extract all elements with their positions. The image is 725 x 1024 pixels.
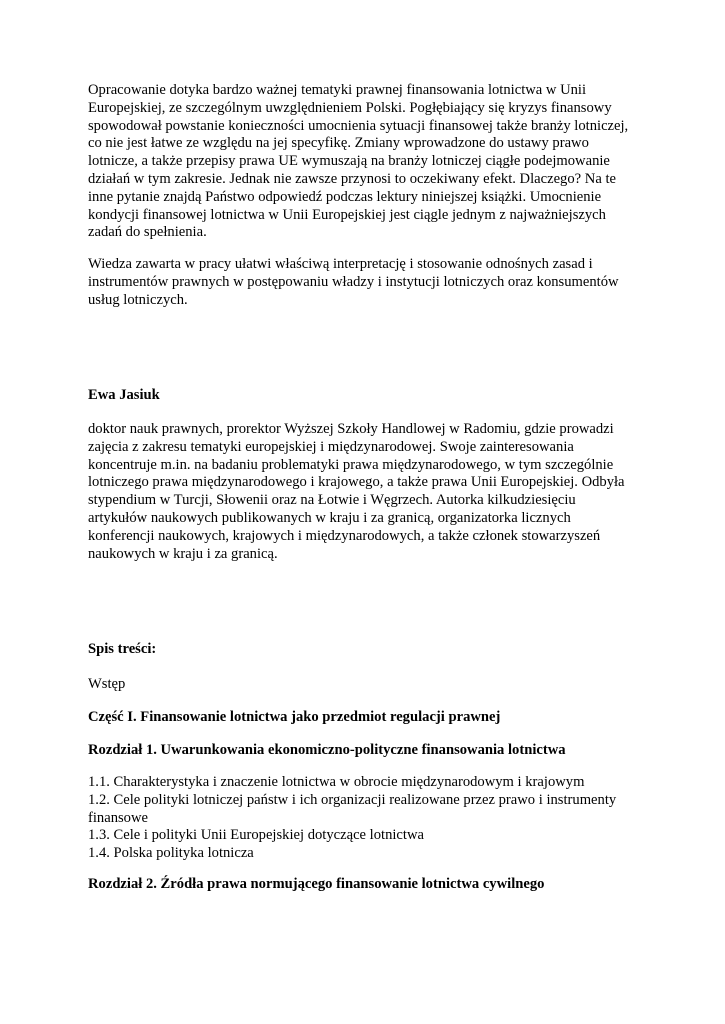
second-paragraph: Wiedza zawarta w pracy ułatwi właściwą interpretację i stosowanie odnośnych zasad i instrumentów prawnych w postępowaniu władzy i instytucji lotniczych oraz konsumentów usług lotniczych.	[88, 256, 619, 308]
toc-part-1: Część I. Finansowanie lotnictwa jako przedmiot regulacji prawnej	[88, 709, 501, 725]
author-name: Ewa Jasiuk	[88, 387, 160, 403]
toc-heading: Spis treści:	[88, 641, 157, 657]
intro-paragraph: Opracowanie dotyka bardzo ważnej tematyki prawnej finansowania lotnictwa w Unii Europejskiej, ze szczególnym uwzględnieniem Polski. Pogłębiający się kryzys finansowy spowodował powstanie konieczności umocnienia sytuacji finansowej także branży lotniczej, co nie jest łatwe ze względu na jej specyfikę. Zmiany wprowadzone do ustawy prawo lotnicze, a także przepisy prawa UE wymuszają na branży lotniczej ciągłe podejmowanie działań w tym zakresie. Jednak nie zawsze przynosi to oczekiwany efekt. Dlaczego? Na te inne pytanie znajdą Państwo odpowiedź podczas lektury niniejszej książki. Umocnienie kondycji finansowej lotnictwa w Unii Europejskiej jest ciągle jednym z najważniejszych zadań do spełnienia.	[88, 82, 629, 241]
toc-chapter-1-sections: 1.1. Charakterystyka i znaczenie lotnictwa w obrocie międzynarodowym i krajowym 1.2. Cele polityki lotniczej państw i ich organizacji realizowane przez prawo i instrumenty finansowe 1.3. Cele i polityki Unii Europejskiej dotyczące lotnictwa 1.4. Polska polityka lotnicza	[88, 774, 617, 862]
author-bio: doktor nauk prawnych, prorektor Wyższej Szkoły Handlowej w Radomiu, gdzie prowadzi zajęcia z zakresu tematyki europejskiej i międzynarodowej. Swoje zainteresowania koncentruje m.in. na badaniu problematyki prawa międzynarodowego, w tym szczególnie lotniczego prawa międzynarodowego i krajowego, a także prawa Unii Europejskiej. Odbyła stypendium w Turcji, Słowenii oraz na Łotwie i Węgrzech. Autorka kilkudziesięciu artykułów naukowych publikowanych w kraju i za granicą, organizatorka licznych konferencji naukowych, krajowych i międzynarodowych, a także członek stowarzyszeń naukowych w kraju i za granicą.	[88, 421, 625, 562]
toc-chapter-1: Rozdział 1. Uwarunkowania ekonomiczno-polityczne finansowania lotnictwa	[88, 742, 566, 758]
toc-intro: Wstęp	[88, 676, 126, 692]
toc-chapter-2: Rozdział 2. Źródła prawa normującego finansowanie lotnictwa cywilnego	[88, 876, 545, 892]
